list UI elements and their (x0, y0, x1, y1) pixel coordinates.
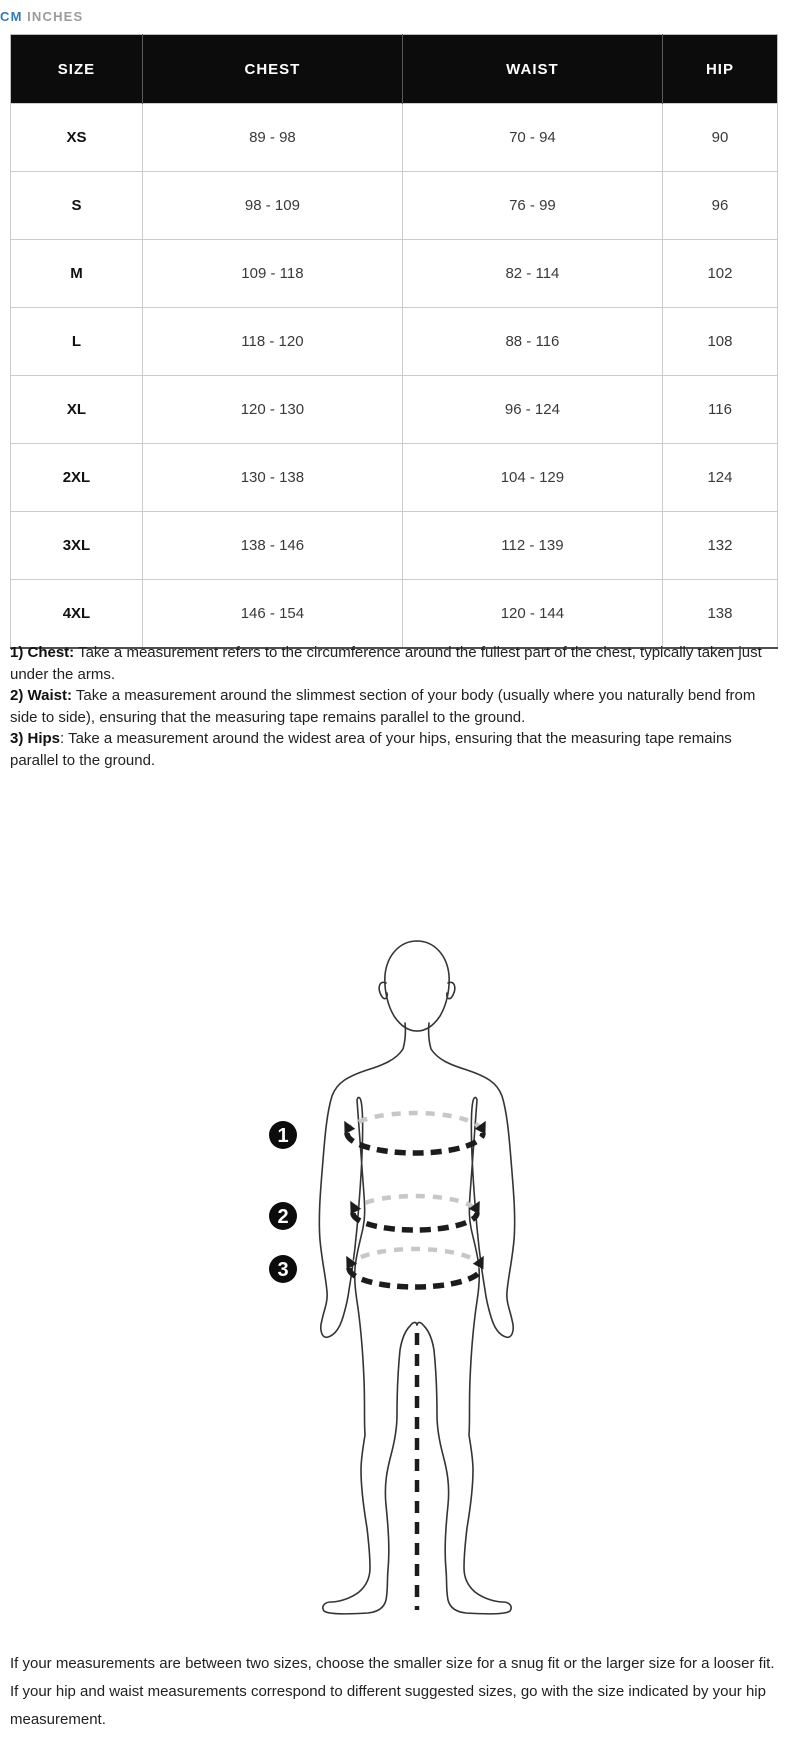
cell-hip-M: 102 (662, 240, 777, 308)
cell-waist-M: 82 - 114 (402, 240, 662, 308)
waist-measure-line (345, 1196, 485, 1230)
hip-measure-line (341, 1249, 489, 1287)
cell-hip-XL: 116 (662, 376, 777, 444)
cell-size-L: L (11, 308, 143, 376)
cell-waist-XS: 70 - 94 (402, 104, 662, 172)
cell-chest-L: 118 - 120 (142, 308, 402, 376)
header-chest: CHEST (142, 35, 402, 104)
cell-hip-2XL: 124 (662, 444, 777, 512)
cell-waist-3XL: 112 - 139 (402, 512, 662, 580)
cell-size-3XL: 3XL (11, 512, 143, 580)
header-hip: HIP (662, 35, 777, 104)
cell-waist-S: 76 - 99 (402, 172, 662, 240)
table-row (11, 580, 778, 649)
table-row (11, 512, 778, 580)
header-waist: WAIST (402, 35, 662, 104)
size-table-body (11, 104, 778, 649)
chest-measure-line (339, 1113, 491, 1153)
note-1: 1) Chest: Take a measurement refers to the circumference around the fullest part of the chest, typically taken just under the arms. (10, 644, 762, 683)
header-size: SIZE (11, 35, 143, 104)
cell-chest-XL: 120 - 130 (142, 376, 402, 444)
cell-waist-2XL: 104 - 129 (402, 444, 662, 512)
marker-1-chest (269, 1121, 297, 1149)
cell-hip-XS: 90 (662, 104, 777, 172)
fit-advice-text: If your measurements are between two sizes, choose the smaller size for a snug fit or the larger size for a looser fit. If your hip and waist measurements correspond to different suggested sizes, go with the size indicated by your hip measurement. (10, 1655, 775, 1728)
cell-size-M: M (11, 240, 143, 308)
table-row (11, 172, 778, 240)
svg-text:2: 2 (277, 1206, 289, 1228)
cell-chest-2XL: 130 - 138 (142, 444, 402, 512)
cell-size-S: S (11, 172, 143, 240)
cell-chest-3XL: 138 - 146 (142, 512, 402, 580)
unit-inches-button[interactable]: INCHES (27, 9, 84, 24)
table-row (11, 104, 778, 172)
cell-hip-L: 108 (662, 308, 777, 376)
note-2: 2) Waist: Take a measurement around the slimmest section of your body (usually where you naturally bend from side to side), ensuring that the measuring tape remains parallel to the ground. (10, 687, 756, 726)
body-measurement-diagram (0, 830, 788, 1620)
measurement-notes (10, 642, 780, 771)
table-row (11, 240, 778, 308)
cell-size-2XL: 2XL (11, 444, 143, 512)
cell-waist-4XL: 120 - 144 (402, 580, 662, 649)
svg-text:1: 1 (277, 1125, 289, 1147)
cell-waist-XL: 96 - 124 (402, 376, 662, 444)
cell-hip-4XL: 138 (662, 580, 777, 649)
note-3: 3) Hips: Take a measurement around the widest area of your hips, ensuring that the measuring tape remains parallel to the ground. (10, 730, 732, 769)
cell-chest-S: 98 - 109 (142, 172, 402, 240)
cell-size-XS: XS (11, 104, 143, 172)
marker-2-waist (269, 1202, 297, 1230)
table-header (11, 35, 778, 104)
cell-hip-S: 96 (662, 172, 777, 240)
cell-chest-XS: 89 - 98 (142, 104, 402, 172)
cell-chest-M: 109 - 118 (142, 240, 402, 308)
cell-waist-L: 88 - 116 (402, 308, 662, 376)
svg-text:3: 3 (277, 1259, 289, 1281)
size-chart-table (10, 34, 778, 649)
cell-hip-3XL: 132 (662, 512, 777, 580)
table-row (11, 308, 778, 376)
cell-size-4XL: 4XL (11, 580, 143, 649)
marker-3-hip (269, 1255, 297, 1283)
cell-size-XL: XL (11, 376, 143, 444)
table-row (11, 444, 778, 512)
table-row (11, 376, 778, 444)
unit-cm-button[interactable]: CM (0, 9, 23, 24)
body-figure-illustration (0, 830, 788, 1620)
unit-toggle (0, 8, 788, 30)
cell-chest-4XL: 146 - 154 (142, 580, 402, 649)
